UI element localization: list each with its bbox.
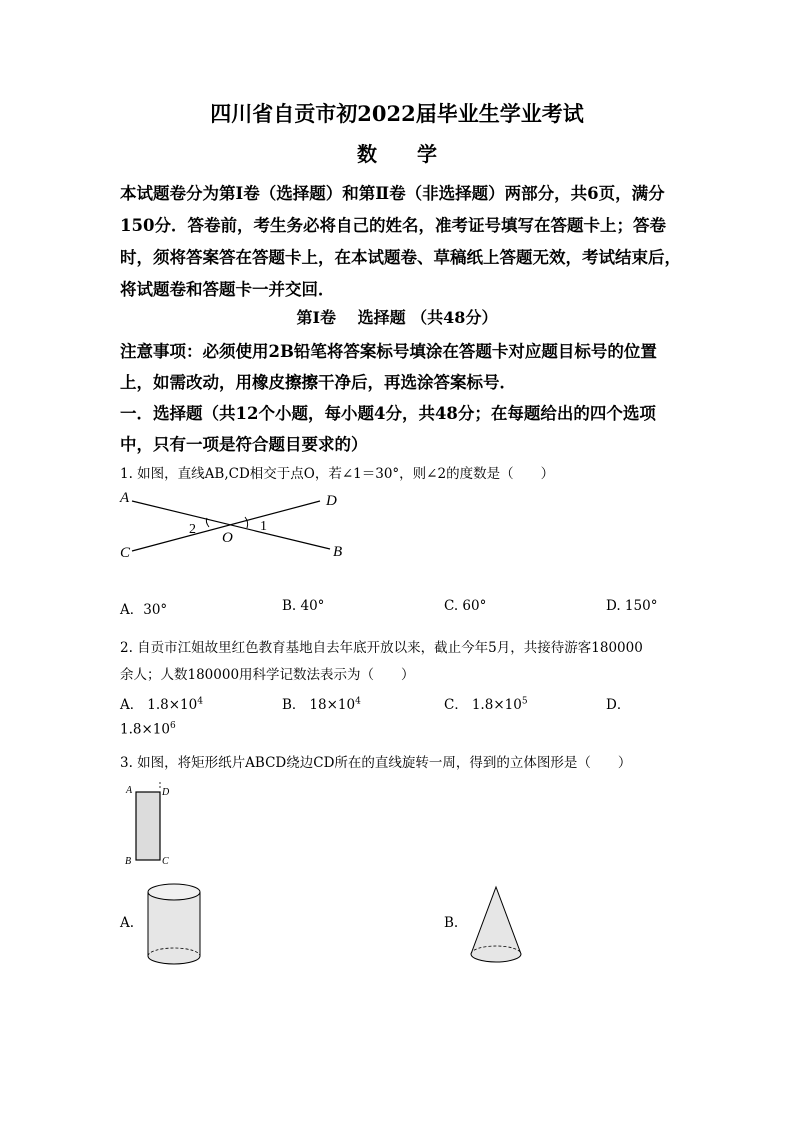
q1-option-c: C. 60° (444, 598, 487, 614)
q2-option-c: C． $1.8\times 10^5$ (444, 696, 528, 713)
q3-option-a-label: A. (120, 915, 135, 931)
part-line-1: 一．选择题（共12个小题，每小题4分，共48分；在每题给出的四个选项 (120, 404, 656, 423)
q2-option-b: B． $18\times 10^4$ (282, 696, 361, 713)
q2-stem-line-2: 余人；人数180000用科学记数法表示为（ ） (120, 667, 415, 683)
label-b: B (333, 544, 343, 560)
q3-stem: 3. 如图，将矩形纸片ABCD绕边CD所在的直线旋转一周，得到的立体图形是（ ） (120, 755, 632, 771)
intro-line-4: 将试题卷和答题卡一并交回． (120, 280, 335, 299)
part-line-2: 中，只有一项是符合题目要求的） (120, 435, 368, 454)
rect-label-b: B (125, 856, 132, 867)
q2-option-d-value: $1.8\times 10^6$ (120, 721, 176, 738)
cylinder-icon (143, 878, 205, 970)
label-angle-2: 2 (189, 522, 196, 537)
label-angle-1: 1 (260, 519, 267, 534)
label-d: D (326, 493, 337, 509)
q3-rectangle-figure (120, 778, 180, 870)
rect-label-c: C (162, 856, 169, 867)
q1-option-a: A．30° (120, 602, 168, 618)
exam-title: 四川省自贡市初2022届毕业生学业考试 (210, 101, 584, 126)
q1-option-b: B. 40° (282, 598, 325, 614)
intro-line-1: 本试题卷分为第Ⅰ卷（选择题）和第Ⅱ卷（非选择题）两部分，共6页，满分 (120, 184, 665, 203)
rectangle-abcd (136, 792, 160, 860)
notice-line-1: 注意事项：必须使用2B铅笔将答案标号填涂在答题卡对应题目标号的位置 (120, 342, 657, 361)
label-o: O (222, 530, 233, 546)
q3-option-b-label: B. (444, 915, 459, 931)
intro-line-3: 时，须将答案答在答题卡上，在本试题卷、草稿纸上答题无效，考试结束后， (120, 248, 681, 267)
q2-option-a: A． $1.8\times 10^4$ (120, 696, 203, 713)
q1-intersecting-lines-figure (110, 485, 350, 565)
subject-title: 数 学 (357, 142, 437, 166)
intro-line-2: 150分．答卷前，考生务必将自己的姓名，准考证号填写在答题卡上；答卷 (120, 216, 666, 235)
q2-option-d-letter: D． (606, 697, 631, 713)
notice-line-2: 上，如需改动，用橡皮擦擦干净后，再选涂答案标号． (120, 373, 516, 392)
rect-label-d: D (162, 787, 170, 798)
cone-icon (466, 884, 526, 970)
q1-stem: 1. 如图，直线AB,CD相交于点O，若∠1＝30°，则∠2的度数是（ ） (120, 466, 555, 482)
label-c: C (120, 545, 131, 561)
section-heading: 第Ⅰ卷 选择题 （共48分） (296, 308, 498, 327)
q2-stem-line-1: 2. 自贡市江姐故里红色教育基地自去年底开放以来，截止今年5月，共接待游客180000 (120, 640, 643, 656)
rect-label-a: A (126, 785, 133, 796)
angle-1-arc (245, 517, 248, 528)
label-a: A (120, 490, 130, 506)
q1-option-d: D. 150° (606, 598, 658, 614)
